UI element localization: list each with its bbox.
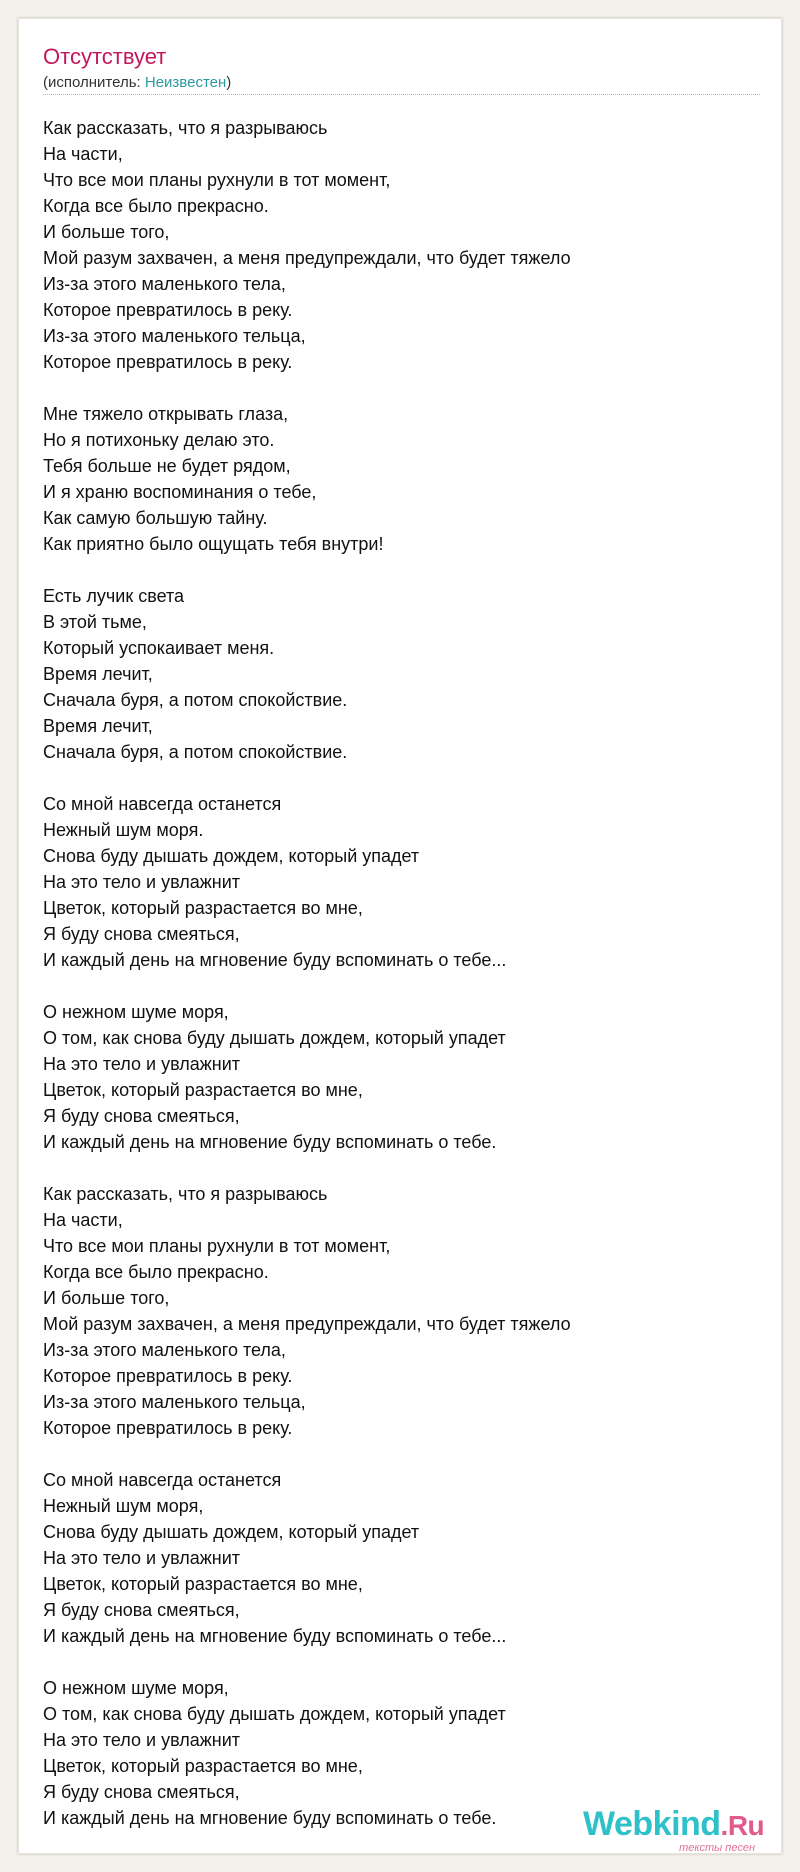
lyric-line: О нежном шуме моря,	[43, 1678, 229, 1698]
lyric-line: О том, как снова буду дышать дождем, который упадет	[43, 1028, 506, 1048]
lyric-line: Время лечит,	[43, 716, 153, 736]
lyric-line: Цветок, который разрастается во мне,	[43, 1756, 363, 1776]
lyric-line: На части,	[43, 144, 123, 164]
lyric-line: Нежный шум моря.	[43, 820, 204, 840]
lyric-line: И больше того,	[43, 1288, 170, 1308]
lyric-line: О том, как снова буду дышать дождем, который упадет	[43, 1704, 506, 1724]
artist-prefix: (исполнитель:	[43, 74, 145, 91]
lyric-line: На это тело и увлажнит	[43, 1548, 241, 1568]
lyric-line: Мне тяжело открывать глаза,	[43, 404, 289, 424]
lyric-line: Который успокаивает меня.	[43, 638, 275, 658]
lyrics-body	[43, 115, 763, 1857]
lyric-line: И я храню воспоминания о тебе,	[43, 482, 317, 502]
lyric-line: Цветок, который разрастается во мне,	[43, 898, 363, 918]
dotted-divider	[43, 94, 760, 95]
lyric-line: Когда все было прекрасно.	[43, 1262, 269, 1282]
lyric-line: На это тело и увлажнит	[43, 872, 241, 892]
lyric-line: Цветок, который разрастается во мне,	[43, 1080, 363, 1100]
lyric-line: Когда все было прекрасно.	[43, 196, 269, 216]
lyric-line: Сначала буря, а потом спокойствие.	[43, 690, 348, 710]
lyric-line: И каждый день на мгновение буду вспоминать о тебе.	[43, 1132, 497, 1152]
stanza	[43, 583, 763, 765]
lyric-line: Снова буду дышать дождем, который упадет	[43, 846, 420, 866]
stanza	[43, 115, 763, 375]
stanza	[43, 791, 763, 973]
lyric-line: Я буду снова смеяться,	[43, 924, 240, 944]
lyric-line: Как рассказать, что я разрываюсь	[43, 1184, 328, 1204]
lyric-line: Я буду снова смеяться,	[43, 1106, 240, 1126]
lyric-line: Нежный шум моря,	[43, 1496, 204, 1516]
stanza	[43, 401, 763, 557]
logo-main-text: Webkind	[583, 1805, 721, 1843]
song-title: Отсутствует	[43, 44, 167, 69]
artist-suffix: )	[226, 74, 232, 91]
lyric-line: Сначала буря, а потом спокойствие.	[43, 742, 348, 762]
logo-wordmark	[583, 1807, 763, 1843]
stanza	[43, 1467, 763, 1649]
lyric-line: Как рассказать, что я разрываюсь	[43, 118, 328, 138]
lyric-line: Я буду снова смеяться,	[43, 1600, 240, 1620]
lyric-line: Но я потихоньку делаю это.	[43, 430, 275, 450]
lyric-line: Есть лучик света	[43, 586, 185, 606]
lyric-line: Что все мои планы рухнули в тот момент,	[43, 1236, 391, 1256]
lyric-line: Которое превратилось в реку.	[43, 300, 293, 320]
lyric-line: Из-за этого маленького тельца,	[43, 1392, 306, 1412]
logo-suffix-text: .Ru	[720, 1810, 765, 1841]
lyric-line: И каждый день на мгновение буду вспоминать о тебе...	[43, 1626, 507, 1646]
lyric-line: Мой разум захвачен, а меня предупреждали, что будет тяжело	[43, 1314, 571, 1334]
lyric-line: И каждый день на мгновение буду вспоминать о тебе...	[43, 950, 507, 970]
lyric-line: Со мной навсегда останется	[43, 1470, 282, 1490]
webkind-logo[interactable]	[583, 1807, 763, 1857]
lyric-line: Я буду снова смеяться,	[43, 1782, 240, 1802]
lyric-line: Как самую большую тайну.	[43, 508, 268, 528]
lyric-line: Которое превратилось в реку.	[43, 1366, 293, 1386]
lyric-line: На это тело и увлажнит	[43, 1054, 241, 1074]
lyric-line: В этой тьме,	[43, 612, 147, 632]
lyric-line: Из-за этого маленького тела,	[43, 1340, 286, 1360]
lyric-line: На части,	[43, 1210, 123, 1230]
lyric-line: Из-за этого маленького тельца,	[43, 326, 306, 346]
lyric-line: Как приятно было ощущать тебя внутри!	[43, 534, 384, 554]
artist-link[interactable]: Неизвестен	[144, 74, 227, 91]
lyric-line: Которое превратилось в реку.	[43, 352, 293, 372]
lyric-line: Мой разум захвачен, а меня предупреждали, что будет тяжело	[43, 248, 571, 268]
logo-tagline: тексты песен	[679, 1842, 755, 1854]
lyrics-page	[18, 18, 782, 1854]
lyric-line: И больше того,	[43, 222, 170, 242]
lyric-line: Которое превратилось в реку.	[43, 1418, 293, 1438]
lyric-line: Цветок, который разрастается во мне,	[43, 1574, 363, 1594]
lyric-line: Время лечит,	[43, 664, 153, 684]
lyric-line: Из-за этого маленького тела,	[43, 274, 286, 294]
artist-line	[43, 73, 231, 93]
lyric-line: Снова буду дышать дождем, который упадет	[43, 1522, 420, 1542]
lyric-line: И каждый день на мгновение буду вспоминать о тебе.	[43, 1808, 497, 1828]
stanza	[43, 1181, 763, 1441]
lyric-line: Тебя больше не будет рядом,	[43, 456, 291, 476]
lyric-line: Что все мои планы рухнули в тот момент,	[43, 170, 391, 190]
lyric-line: На это тело и увлажнит	[43, 1730, 241, 1750]
stanza	[43, 999, 763, 1155]
lyric-line: Со мной навсегда останется	[43, 794, 282, 814]
lyric-line: О нежном шуме моря,	[43, 1002, 229, 1022]
